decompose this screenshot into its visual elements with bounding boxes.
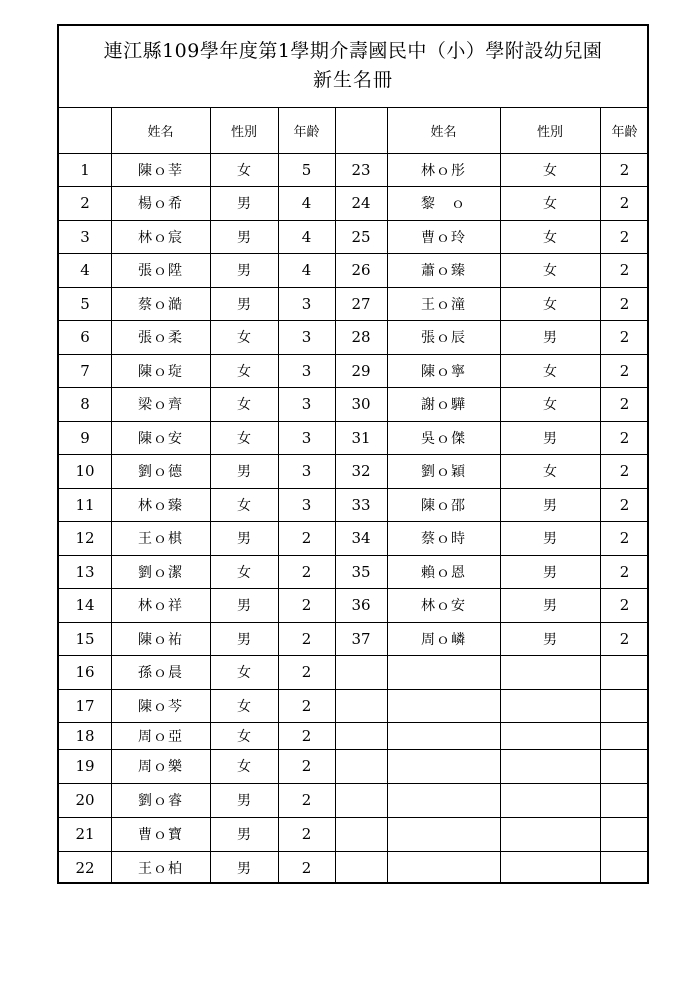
left-row-gender: 女 — [237, 728, 251, 745]
left-row-no: 2 — [80, 194, 90, 212]
left-row-gender: 男 — [237, 229, 251, 246]
left-row-age: 3 — [301, 294, 312, 313]
right-row-name: 張ｏ辰 — [421, 330, 466, 346]
left-row-gender: 男 — [237, 598, 251, 614]
right-row-no: 32 — [351, 462, 371, 480]
left-row-name: 周ｏ樂 — [138, 759, 183, 775]
left-row-gender: 女 — [237, 564, 251, 581]
left-row-no: 5 — [80, 294, 90, 313]
left-row-age: 4 — [301, 194, 312, 212]
document-title: 連江縣109學年度第1學期介壽國民中（小）學附設幼兒園 — [103, 40, 603, 62]
left-row-age: 5 — [301, 160, 312, 179]
right-row-age: 2 — [619, 261, 630, 279]
left-row-name: 孫ｏ晨 — [138, 665, 183, 681]
right-row-name: 林ｏ安 — [421, 598, 466, 614]
left-row-no: 6 — [80, 328, 90, 346]
left-row-no: 10 — [75, 462, 95, 480]
left-row-age: 2 — [301, 859, 312, 877]
left-row-gender: 女 — [237, 665, 251, 681]
right-row-name: 劉ｏ穎 — [421, 464, 466, 480]
right-row-name: 林ｏ彤 — [421, 162, 466, 179]
right-row-gender: 男 — [543, 497, 557, 514]
right-row-no: 37 — [351, 629, 371, 648]
left-row-name: 劉ｏ潔 — [138, 564, 183, 581]
left-row-age: 4 — [301, 261, 312, 279]
right-row-no: 31 — [351, 428, 371, 447]
left-row-name: 陳ｏ莘 — [138, 162, 183, 179]
left-row-gender: 男 — [237, 861, 251, 877]
left-row-gender: 男 — [237, 827, 251, 843]
left-row-age: 2 — [301, 663, 312, 681]
left-row-name: 陳ｏ安 — [138, 430, 183, 447]
right-row-name: 吳ｏ傑 — [421, 430, 466, 447]
left-row-age: 2 — [301, 696, 312, 715]
left-row-no: 9 — [80, 428, 90, 447]
right-row-gender: 女 — [543, 397, 557, 413]
left-row-name: 劉ｏ睿 — [138, 793, 183, 809]
left-row-name: 張ｏ柔 — [138, 330, 183, 346]
right-row-no: 34 — [351, 529, 371, 547]
left-row-age: 3 — [301, 328, 312, 346]
right-row-gender: 女 — [543, 263, 557, 279]
right-row-no: 27 — [351, 294, 371, 313]
left-row-gender: 女 — [237, 497, 251, 514]
right-row-age: 2 — [619, 629, 630, 648]
left-row-gender: 女 — [237, 759, 251, 775]
right-row-name: 黎 ｏ — [421, 196, 466, 212]
left-row-gender: 男 — [237, 631, 251, 648]
left-row-no: 14 — [75, 596, 95, 614]
right-row-age: 2 — [619, 462, 630, 480]
right-row-age: 2 — [619, 596, 630, 614]
right-row-age: 2 — [619, 529, 630, 547]
right-row-gender: 女 — [543, 196, 557, 212]
left-row-gender: 女 — [237, 330, 251, 346]
right-row-age: 2 — [619, 294, 630, 313]
right-row-age: 2 — [619, 428, 630, 447]
left-row-no: 3 — [80, 227, 90, 246]
left-row-age: 2 — [301, 757, 312, 775]
left-header-no — [59, 108, 111, 153]
left-row-no: 8 — [80, 395, 90, 413]
left-row-no: 4 — [80, 261, 90, 279]
right-row-no: 23 — [351, 160, 371, 179]
left-row-name: 林ｏ祥 — [138, 598, 183, 614]
left-row-gender: 女 — [237, 397, 251, 413]
left-row-name: 周ｏ亞 — [138, 728, 183, 745]
left-row-gender: 男 — [237, 531, 251, 547]
roster-sheet — [57, 24, 649, 884]
right-row-no: 24 — [351, 194, 371, 212]
right-row-age: 2 — [619, 495, 630, 514]
right-row-no: 33 — [351, 495, 371, 514]
left-row-gender: 男 — [237, 793, 251, 809]
left-row-name: 王ｏ柏 — [138, 861, 183, 877]
right-row-no: 25 — [351, 227, 371, 246]
right-row-gender: 女 — [543, 363, 557, 380]
right-row-name: 謝ｏ驊 — [421, 397, 466, 413]
right-row-gender: 女 — [543, 162, 557, 179]
left-row-no: 21 — [75, 825, 95, 843]
right-row-name: 蔡ｏ時 — [421, 531, 466, 547]
left-row-name: 陳ｏ芩 — [138, 698, 183, 715]
left-row-gender: 女 — [237, 430, 251, 447]
document-subtitle: 新生名冊 — [312, 69, 393, 91]
right-row-age: 2 — [619, 160, 630, 179]
left-row-age: 2 — [301, 562, 312, 581]
left-row-gender: 女 — [237, 162, 251, 179]
left-row-name: 劉ｏ德 — [138, 464, 183, 480]
right-row-age: 2 — [619, 562, 630, 581]
left-row-age: 2 — [301, 726, 312, 745]
right-header-gender: 性別 — [536, 125, 563, 140]
left-row-no: 13 — [75, 562, 95, 581]
roster-table — [59, 108, 647, 884]
left-row-no: 12 — [75, 529, 95, 547]
right-row-no: 36 — [351, 596, 371, 614]
right-row-age: 2 — [619, 227, 630, 246]
left-row-name: 楊ｏ希 — [138, 196, 183, 212]
left-row-name: 陳ｏ琁 — [138, 363, 183, 380]
left-row-name: 梁ｏ齊 — [138, 397, 183, 413]
left-row-name: 陳ｏ祐 — [138, 631, 183, 648]
right-row-gender: 男 — [543, 564, 557, 581]
left-row-age: 2 — [301, 629, 312, 648]
right-row-gender: 男 — [543, 631, 557, 648]
left-row-name: 蔡ｏ澔 — [138, 296, 183, 313]
right-row-gender: 女 — [543, 464, 557, 480]
right-row-no: 35 — [351, 562, 371, 581]
right-row-gender: 男 — [543, 430, 557, 447]
left-row-no: 15 — [75, 629, 95, 648]
left-row-gender: 女 — [237, 698, 251, 715]
left-row-no: 17 — [75, 696, 95, 715]
left-row-age: 3 — [301, 462, 312, 480]
right-row-age: 2 — [619, 361, 630, 380]
left-row-age: 2 — [301, 791, 312, 809]
left-header-name: 姓名 — [147, 125, 174, 140]
left-row-age: 2 — [301, 529, 312, 547]
right-row-age: 2 — [619, 194, 630, 212]
right-row-name: 曹ｏ玲 — [421, 229, 466, 246]
left-row-gender: 男 — [237, 296, 251, 313]
left-row-age: 4 — [301, 227, 312, 246]
right-header-no — [335, 108, 387, 153]
left-row-no: 1 — [80, 160, 90, 179]
left-row-name: 王ｏ棋 — [138, 531, 183, 547]
left-row-gender: 男 — [237, 196, 251, 212]
left-row-no: 22 — [75, 859, 95, 877]
right-row-name: 王ｏ潼 — [421, 296, 466, 313]
right-header-name: 姓名 — [430, 125, 457, 140]
left-row-no: 20 — [75, 791, 95, 809]
right-row-no: 28 — [351, 328, 371, 346]
left-row-gender: 女 — [237, 363, 251, 380]
left-row-age: 3 — [301, 495, 312, 514]
right-row-name: 蕭ｏ臻 — [421, 263, 466, 279]
right-row-gender: 女 — [543, 229, 557, 246]
right-row-name: 周ｏ嶙 — [421, 631, 466, 648]
right-row-age: 2 — [619, 328, 630, 346]
title-block — [59, 26, 647, 108]
right-row-gender: 女 — [543, 296, 557, 313]
left-row-age: 3 — [301, 361, 312, 380]
left-row-age: 2 — [301, 596, 312, 614]
left-row-no: 16 — [75, 663, 95, 681]
right-row-name: 陳ｏ邵 — [421, 497, 466, 514]
left-row-age: 2 — [301, 825, 312, 843]
right-row-gender: 男 — [543, 598, 557, 614]
right-row-name: 賴ｏ恩 — [421, 564, 466, 581]
left-row-gender: 男 — [237, 464, 251, 480]
left-row-no: 18 — [75, 726, 95, 745]
right-row-no: 26 — [351, 261, 371, 279]
right-row-gender: 男 — [543, 330, 557, 346]
left-header-age: 年齡 — [293, 125, 320, 140]
left-row-no: 7 — [80, 361, 90, 380]
left-row-gender: 男 — [237, 263, 251, 279]
left-row-name: 張ｏ陞 — [138, 263, 183, 279]
left-row-age: 3 — [301, 428, 312, 447]
left-header-gender: 性別 — [230, 125, 257, 140]
left-row-name: 曹ｏ寶 — [138, 827, 183, 843]
left-row-no: 19 — [75, 757, 95, 775]
right-header-age: 年齡 — [611, 125, 638, 140]
right-row-gender: 男 — [543, 531, 557, 547]
left-row-name: 林ｏ臻 — [138, 497, 183, 514]
right-row-no: 29 — [351, 361, 371, 380]
left-row-name: 林ｏ宸 — [138, 229, 183, 246]
left-row-no: 11 — [75, 495, 95, 514]
right-row-name: 陳ｏ寧 — [421, 363, 466, 380]
left-row-age: 3 — [301, 395, 312, 413]
right-row-no: 30 — [351, 395, 371, 413]
right-row-age: 2 — [619, 395, 630, 413]
